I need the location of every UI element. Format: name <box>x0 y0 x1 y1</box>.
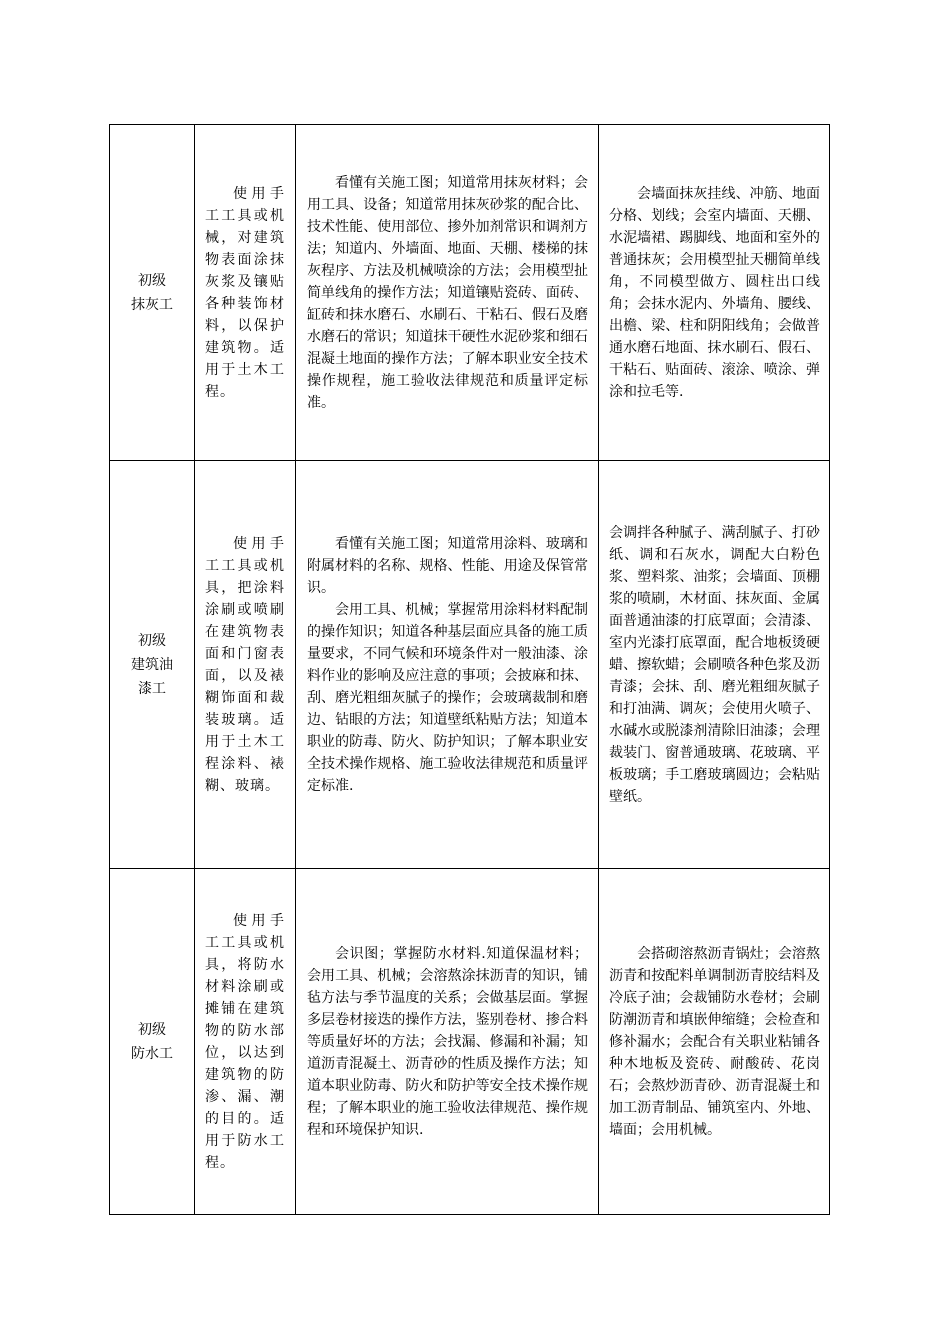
skills-cell <box>599 125 830 461</box>
knowledge-cell <box>296 461 599 869</box>
occupation-name <box>110 1018 194 1066</box>
occupation-title-cont: 漆工 <box>138 680 166 697</box>
skills-text: 会调拌各种腻子、满刮腻子、打砂纸、调和石灰水，调配大白粉色浆、塑料浆、油浆；会墙面、顶棚浆的喷刷，木材面、抹灰面、金属面普通油漆的打底罩面；会清漆、室内光漆打底罩面，配合地板烫硬蜡、擦软蜡；会刷喷各种色浆及沥青漆；会抹、刮、磨光粗细灰腻子和打油满、调灰；会使用火喷子、水碱水或脱漆剂清除旧油漆；会理裁装门、窗普通玻璃、花玻璃、平板玻璃；手工磨玻璃圆边；会粘贴壁纸。 <box>609 524 820 805</box>
knowledge-cell <box>296 125 599 461</box>
occupation-level: 初级 <box>138 1021 166 1038</box>
definition-text: 使用手工工具或机具，将防水材料涂刷或摊铺在建筑物的防水部位，以达到建筑物的防渗、漏、潮的目的。适用于防水工程。 <box>205 912 285 1171</box>
occupation-title: 防水工 <box>131 1045 173 1062</box>
occupation-level: 初级 <box>138 632 166 649</box>
knowledge-text: 会识图；掌握防水材料.知道保温材料；会用工具、机械；会溶熬涂抹沥青的知识，铺毡方法与季节温度的关系；会做基层面。掌握多层卷材接迭的操作方法，鉴别卷材、掺合料等质量好坏的方法；会找漏、修漏和补漏；知道沥青混凝土、沥青砂的性质及操作方法；知道本职业防毒、防火和防护等安全技术操作规程；了解本职业的施工验收法律规范、操作规程和环境保护知识. <box>307 945 588 1138</box>
occupation-name-cell <box>110 125 195 461</box>
occupation-name-cell <box>110 461 195 869</box>
definition-cell <box>195 125 296 461</box>
occupation-title: 抹灰工 <box>131 296 173 313</box>
occupation-title: 建筑油 <box>131 656 173 673</box>
knowledge-text: 会用工具、机械；掌握常用涂料材料配制的操作知识；知道各种基层面应具备的施工质量要求，不同气候和环境条件对一般油漆、涂料作业的影响及应注意的事项；会披麻和抹、刮、磨光粗细灰腻子的操作；会玻璃裁制和磨边、钻眼的方法；知道壁纸粘贴方法；知道本职业的防毒、防火、防护知识；了解本职业安全技术操作规格、施工验收法律规范和质量评定标准. <box>307 601 588 794</box>
table-row <box>110 869 830 1215</box>
definition-text: 使用手工工具或机械，对建筑物表面涂抹灰浆及镶贴各种装饰材料，以保护建筑物。适用于土木工程。 <box>205 185 285 400</box>
skills-cell <box>599 461 830 869</box>
table-row <box>110 125 830 461</box>
definition-cell <box>195 461 296 869</box>
occupation-level: 初级 <box>138 272 166 289</box>
skills-text: 会墙面抹灰挂线、冲筋、地面分格、划线；会室内墙面、天棚、水泥墙裙、踢脚线、地面和室外的普通抹灰；会用模型扯天棚简单线角，不同模型做方、圆柱出口线角；会抹水泥内、外墙角、腰线、出檐、梁、柱和阴阳线角；会做普通水磨石地面、抹水刷石、假石、干粘石、贴面砖、滚涂、喷涂、弹涂和拉毛等. <box>609 185 820 400</box>
occupation-table <box>109 124 830 1215</box>
definition-cell <box>195 869 296 1215</box>
knowledge-text: 看懂有关施工图；知道常用抹灰材料；会用工具、设备；知道常用抹灰砂浆的配合比、技术性能、使用部位、掺外加剂常识和调剂方法；知道内、外墙面、地面、天棚、楼梯的抹灰程序、方法及机械喷涂的方法；会用模型扯简单线角的操作方法；知道镶贴瓷砖、面砖、缸砖和抹水磨石、水刷石、干粘石、假石及磨水磨石的常识；知道抹干硬性水泥砂浆和细石混凝土地面的操作方法；了解本职业安全技术操作规程，施工验收法律规范和质量评定标准。 <box>307 174 588 411</box>
definition-text: 使用手工工具或机具，把涂料涂刷或喷刷在建筑物表面和门窗表面，以及裱糊饰面和裁装玻璃。适用于土木工程涂料、裱糊、玻璃。 <box>205 535 285 794</box>
table-row <box>110 461 830 869</box>
occupation-name-cell <box>110 869 195 1215</box>
knowledge-cell <box>296 869 599 1215</box>
occupation-name <box>110 629 194 701</box>
skills-cell <box>599 869 830 1215</box>
knowledge-text: 看懂有关施工图；知道常用涂料、玻璃和附属材料的名称、规格、性能、用途及保管常识。 <box>307 535 588 596</box>
skills-text: 会搭砌溶熬沥青锅灶；会溶熬沥青和按配料单调制沥青胶结料及冷底子油；会裁铺防水卷材；会刷防潮沥青和填嵌伸缩缝；会检查和修补漏水；会配合有关职业粘铺各种木地板及瓷砖、耐酸砖、花岗石；会熬炒沥青砂、沥青混凝土和加工沥青制品、铺筑室内、外地、墙面；会用机械。 <box>609 945 820 1138</box>
occupation-name <box>110 269 194 317</box>
